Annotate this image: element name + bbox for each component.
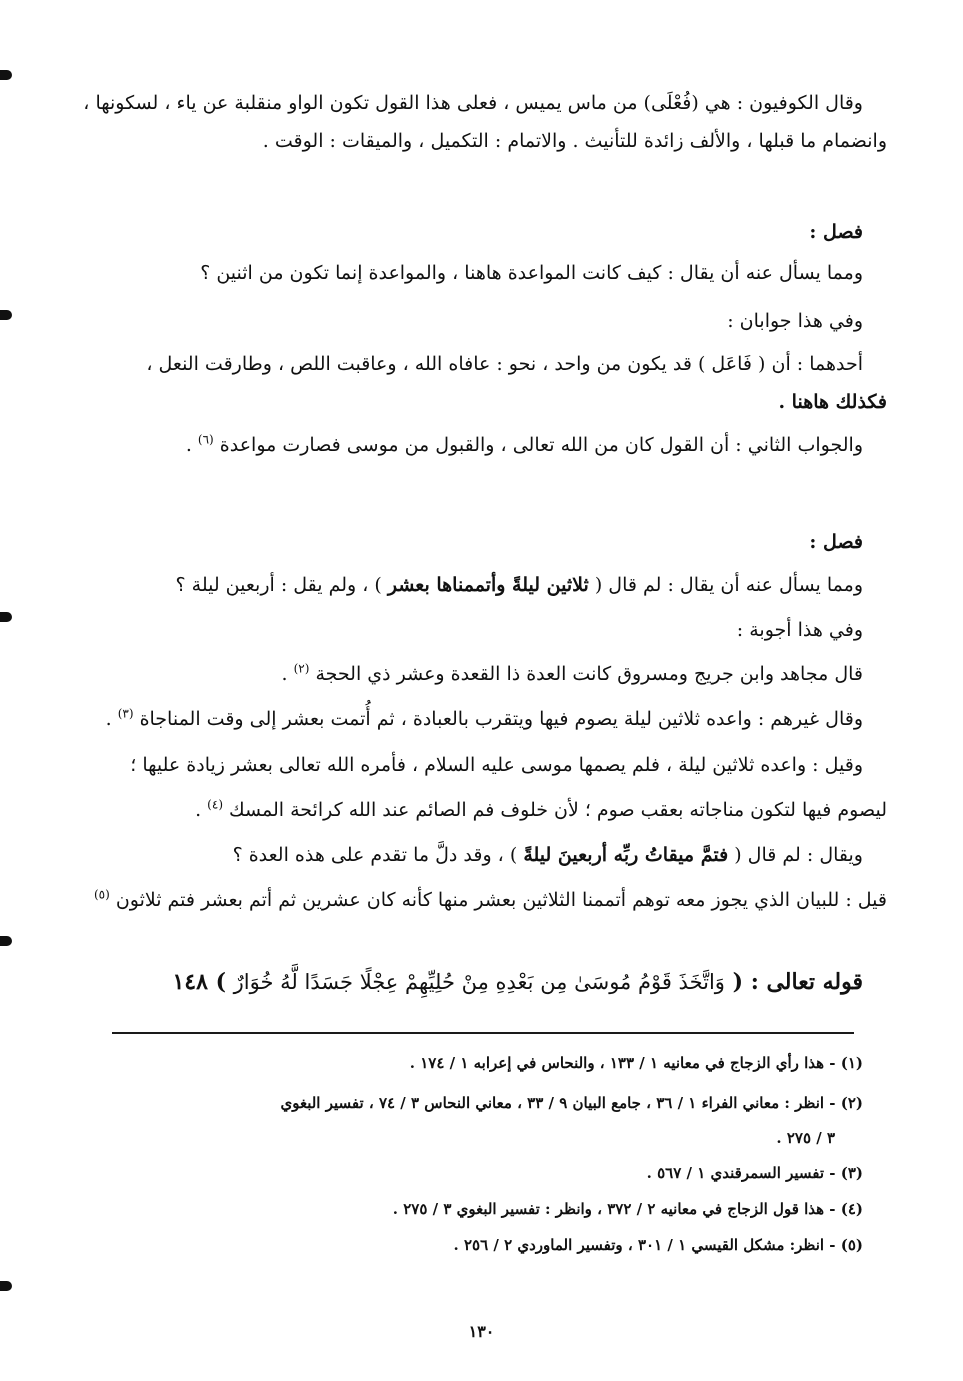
scan-edge-mark [0,310,12,320]
verse-heading [172,962,863,1002]
scan-edge-mark [0,1281,12,1291]
line-text: والجواب الثاني : أن القول كان من الله تعالى ، والقبول من موسى فصارت مواعدة [219,434,863,456]
line-end: . [281,663,288,685]
scan-edge-mark [0,936,12,946]
section-heading: فصل : [809,221,863,243]
paragraph-line: فكذلك هاهنا . [778,391,887,413]
footnote-ref: (٢) [293,661,310,676]
line-text: وقال غيرهم : واعده ثلاثين ليلة يصوم فيها ويتقرب بالعبادة ، ثم أُتمت بعشر إلى وقت المناجاة [139,708,863,730]
footnote-ref: (٤) [207,797,223,812]
footnote-ref: (٦) [197,432,214,447]
line-text: ويقال : لم قال ( [734,844,863,866]
verse-close: ) [215,969,226,995]
line-text: ومما يسأل عنه أن يقال : لم قال ( [594,574,863,596]
verse-text: وَاتَّخَذَ قَوْمُ مُوسَىٰ مِن بَعْدِهِ مِنْ حُلِيِّهِمْ عِجْلًا جَسَدًا لَّهُ خُوَارٌ [233,970,725,994]
verse-label: قوله تعالى : ( [732,969,863,995]
question-line [233,840,863,870]
footnote: (٤) - هذا قول الزجاج في معانيه ٢ / ٣٧٢ ، وانظر : تفسير البغوي ٣ / ٢٧٥ . [392,1200,863,1218]
line-text: ) ، ولم يقل : أربعين ليلة ؟ [175,574,382,596]
paragraph-line: وفي هذا جوابان : [727,310,863,332]
line-end: . [195,799,202,821]
line-text: ) ، وقد دلَّ ما تقدم على هذه العدة ؟ [232,844,518,866]
question-line [176,570,863,600]
footnote-ref: (٥) [93,887,110,902]
paragraph-line: وقال الكوفيون : هي (فُعْلَى) من ماس يميس ، فعلى هذا القول تكون الواو منقلبة عن ياء ، لسكونها ، [83,92,863,114]
quran-quote: فتمَّ ميقاتُ ربِّه أربعينَ ليلةً [523,844,729,866]
footnote-continuation: ٣ / ٢٧٥ . [776,1129,835,1147]
footnote-divider [112,1032,854,1034]
paragraph-line: وانضمام ما قبلها ، والألف زائدة للتأنيث . والاتمام : التكميل ، والميقات : الوقت . [262,130,887,152]
answer-line [106,704,863,734]
verse-number: ١٤٨ [172,969,208,995]
answer-line: أحدهما : أن ( فَاعَل ) قد يكون من واحد ، نحو : عافاه الله ، وعاقبت اللص ، وطارقت النعل ، [146,353,863,375]
footnote: (١) - هذا رأي الزجاج في معانيه ١ / ١٣٣ ، والنحاس في إعرابه ١ / ١٧٤ . [409,1054,863,1072]
line-text: قيل : للبيان الذي يجوز معه توهم أتممنا الثلاثين بعشر منها كأنه كان عشرين ثم أتم بعشر فتم ثلاثون [115,889,887,911]
page-number: ١٣٠ [468,1322,495,1341]
line-text: قال مجاهد وابن جريج ومسروق كانت العدة ذا القعدة وعشر ذي الحجة [315,663,863,685]
footnote: (٢) - انظر : معاني الفراء ١ / ٣٦ ، جامع البيان ٩ / ٣٣ ، معاني النحاس ٣ / ٧٤ ، تفسير البغوي [280,1094,863,1112]
line-end: . [185,434,192,456]
answer-line [186,430,863,460]
footnote-ref: (٣) [117,706,134,721]
answer-line [281,659,863,689]
answer-line [195,795,887,825]
line-text: ليصوم فيها لتكون مناجاته بعقب صوم ؛ لأن خلوف فم الصائم عند الله كرائحة المسك [229,799,887,821]
paragraph-line: وفي هذا أجوبة : [736,619,863,641]
scan-edge-mark [0,70,12,80]
footnote: (٣) - تفسير السمرقندي ١ / ٥٦٧ . [646,1164,863,1182]
quran-quote: ثلاثين ليلةً وأتممناها بعشر [387,574,589,596]
section-heading: فصل : [809,531,863,553]
answer-line: وقيل : واعده ثلاثين ليلة ، فلم يصمها موسى عليه السلام ، فأمره الله تعالى بعشر زيادة عليها ؛ [130,754,863,776]
answer-line [94,885,887,915]
footnote: (٥) - انظر: مشكل القيسي ١ / ٣٠١ ، وتفسير الماوردي ٢ / ٢٥٦ . [453,1236,863,1254]
scan-edge-mark [0,612,12,622]
line-end: . [105,708,112,730]
question-line: ومما يسأل عنه أن يقال : كيف كانت المواعدة هاهنا ، والمواعدة إنما تكون من اثنين ؟ [200,262,863,284]
